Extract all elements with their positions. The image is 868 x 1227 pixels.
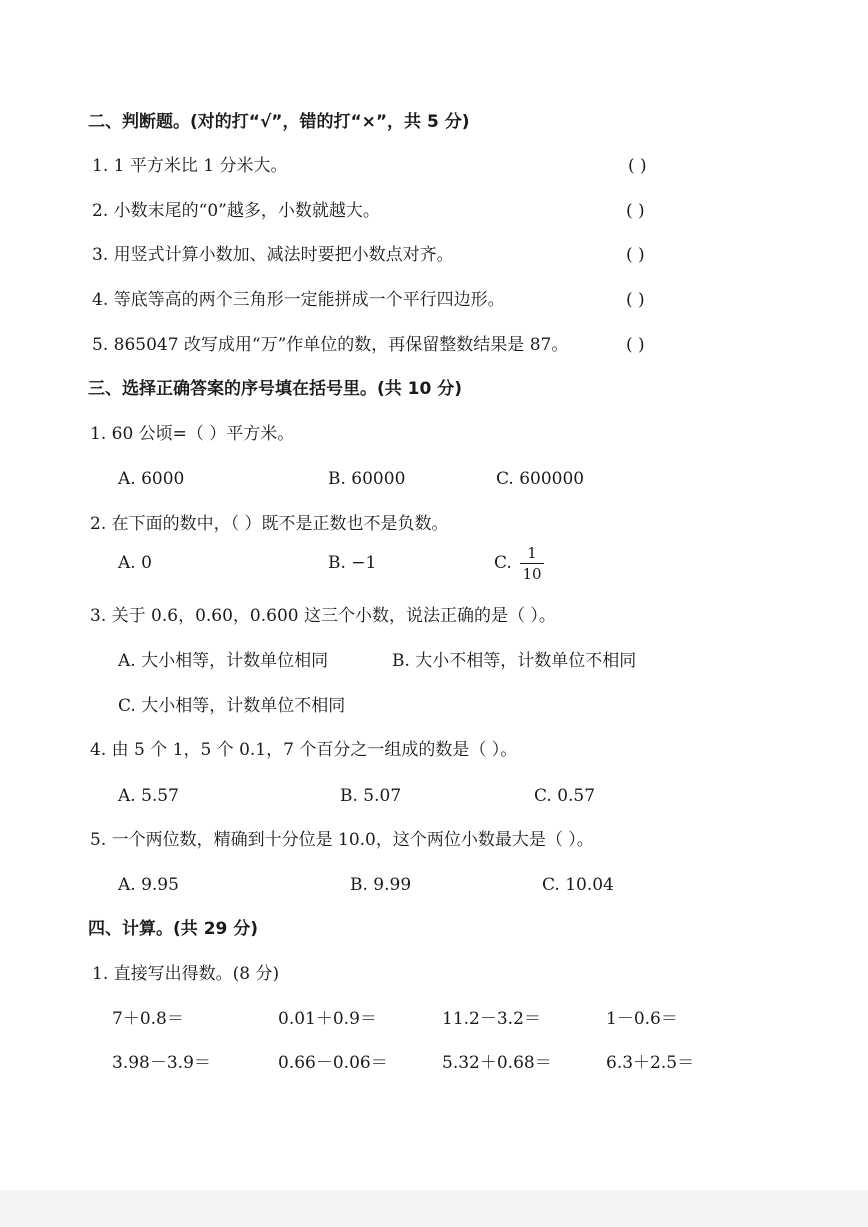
fraction-denominator: 10: [522, 565, 542, 583]
choice-q3-option-b[interactable]: B. 大小不相等，计数单位不相同: [392, 651, 637, 671]
section-4-title: 四、计算。(共 29 分): [88, 919, 259, 939]
calc-expr-r1-c4[interactable]: 1－0.6＝: [606, 1009, 678, 1029]
choice-q3-option-c[interactable]: C. 大小相等，计数单位不相同: [118, 696, 346, 716]
judge-item-5: 5. 865047 改写成用“万”作单位的数，再保留整数结果是 87。: [92, 335, 569, 355]
section-3-title: 三、选择正确答案的序号填在括号里。(共 10 分): [88, 379, 463, 399]
choice-q5-option-b[interactable]: B. 9.99: [350, 875, 412, 895]
calc-expr-r2-c2[interactable]: 0.66－0.06＝: [278, 1053, 388, 1073]
calc-expr-r1-c3[interactable]: 11.2－3.2＝: [442, 1009, 541, 1029]
choice-q4-stem: 4. 由 5 个 1，5 个 0.1，7 个百分之一组成的数是（ ）。: [90, 740, 518, 760]
choice-q4-option-c[interactable]: C. 0.57: [534, 786, 596, 806]
calc-expr-r2-c3[interactable]: 5.32＋0.68＝: [442, 1053, 552, 1073]
choice-q2-fraction: [520, 544, 544, 583]
judge-answer-1[interactable]: ( ): [628, 156, 647, 176]
fraction-bar: [520, 563, 544, 564]
choice-q2-option-b[interactable]: B. −1: [328, 553, 377, 573]
section-2-title: 二、判断题。(对的打“√”，错的打“×”，共 5 分): [88, 112, 470, 132]
choice-q2-option-c[interactable]: C.: [494, 553, 512, 573]
choice-q1-option-a[interactable]: A. 6000: [118, 469, 185, 489]
judge-item-1: 1. 1 平方米比 1 分米大。: [92, 156, 288, 176]
choice-q4-option-a[interactable]: A. 5.57: [118, 786, 179, 806]
choice-q4-option-b[interactable]: B. 5.07: [340, 786, 402, 806]
choice-q2-stem: 2. 在下面的数中，（ ）既不是正数也不是负数。: [90, 514, 449, 534]
calc-expr-r2-c4[interactable]: 6.3＋2.5＝: [606, 1053, 695, 1073]
calc-sub-1-title: 1. 直接写出得数。(8 分): [92, 964, 280, 984]
fraction-numerator: 1: [527, 544, 537, 562]
choice-q5-option-a[interactable]: A. 9.95: [118, 875, 179, 895]
choice-q1-option-c[interactable]: C. 600000: [496, 469, 585, 489]
judge-answer-4[interactable]: ( ): [626, 290, 645, 310]
calc-expr-r2-c1[interactable]: 3.98－3.9＝: [112, 1053, 211, 1073]
calc-expr-r1-c2[interactable]: 0.01＋0.9＝: [278, 1009, 377, 1029]
judge-answer-2[interactable]: ( ): [626, 201, 645, 221]
choice-q1-option-b[interactable]: B. 60000: [328, 469, 406, 489]
judge-answer-3[interactable]: ( ): [626, 245, 645, 265]
judge-item-3: 3. 用竖式计算小数加、减法时要把小数点对齐。: [92, 245, 454, 265]
choice-q3-stem: 3. 关于 0.6，0.60，0.600 这三个小数，说法正确的是（ ）。: [90, 606, 556, 626]
choice-q5-option-c[interactable]: C. 10.04: [542, 875, 614, 895]
judge-item-2: 2. 小数末尾的“0”越多，小数就越大。: [92, 201, 380, 221]
choice-q2-option-a[interactable]: A. 0: [118, 553, 152, 573]
choice-q3-option-a[interactable]: A. 大小相等，计数单位相同: [118, 651, 329, 671]
page-bottom-band: [0, 1190, 868, 1227]
choice-q5-stem: 5. 一个两位数，精确到十分位是 10.0，这个两位小数最大是（ ）。: [90, 830, 594, 850]
choice-q1-stem: 1. 60 公顷=（ ）平方米。: [90, 424, 295, 444]
calc-expr-r1-c1[interactable]: 7＋0.8＝: [112, 1009, 184, 1029]
judge-item-4: 4. 等底等高的两个三角形一定能拼成一个平行四边形。: [92, 290, 505, 310]
judge-answer-5[interactable]: ( ): [626, 335, 645, 355]
